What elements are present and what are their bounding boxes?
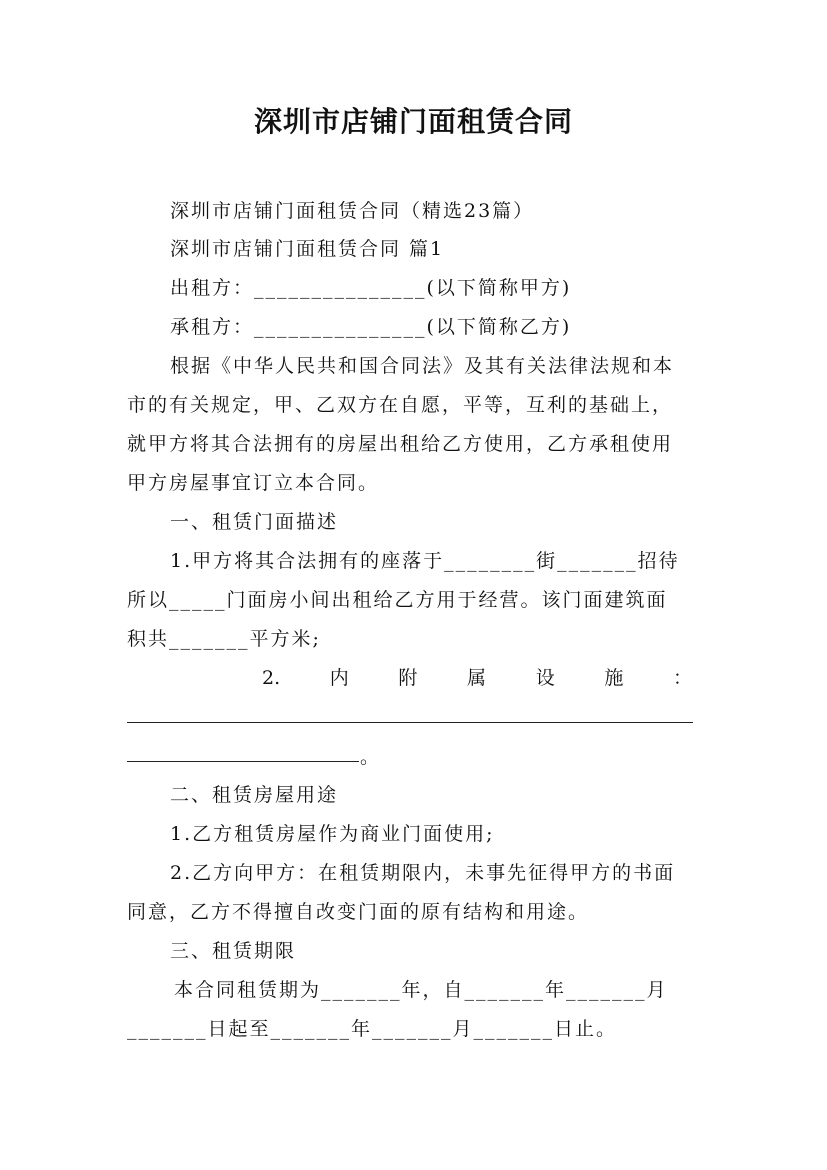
spread-char: 施 bbox=[604, 667, 624, 689]
lessee-line: 承租方：_______________(以下简称乙方) bbox=[170, 316, 572, 338]
blank-underline bbox=[127, 722, 693, 723]
chapter-line: 深圳市店铺门面租赁合同 篇1 bbox=[170, 238, 445, 260]
section-heading: 三、租赁期限 bbox=[170, 940, 297, 962]
section-heading: 二、租赁房屋用途 bbox=[170, 784, 339, 806]
spread-char: 附 bbox=[398, 667, 418, 689]
paragraph-line: 就甲方将其合法拥有的房屋出租给乙方使用，乙方承租使用 bbox=[127, 433, 674, 455]
lessor-line: 出租方：_______________(以下简称甲方) bbox=[170, 277, 572, 299]
paragraph-line: 市的有关规定，甲、乙双方在自愿，平等，互利的基础上， bbox=[127, 394, 674, 416]
paragraph-line: _______日起至_______年_______月_______日止。 bbox=[127, 1018, 618, 1040]
paragraph-line: 本合同租赁期为_______年，自_______年_______月 bbox=[174, 979, 668, 1001]
paragraph-line: 甲方房屋事宜订立本合同。 bbox=[127, 472, 380, 494]
paragraph-line: 所以_____门面房小间出租给乙方用于经营。该门面建筑面 bbox=[127, 589, 668, 611]
spread-char: 设 bbox=[535, 667, 555, 689]
spread-char: ： bbox=[672, 667, 692, 689]
paragraph-line: 积共_______平方米; bbox=[127, 628, 321, 650]
blank-underline bbox=[127, 761, 359, 762]
facilities-heading-line bbox=[262, 665, 692, 691]
spread-char: 属 bbox=[467, 667, 487, 689]
paragraph-line: 根据《中华人民共和国合同法》及其有关法律法规和本 bbox=[170, 355, 675, 377]
sentence-end: 。 bbox=[360, 746, 382, 768]
paragraph-line: 1.乙方租赁房屋作为商业门面使用; bbox=[170, 823, 495, 845]
paragraph-line: 1.甲方将其合法拥有的座落于________街_______招待 bbox=[170, 550, 680, 572]
paragraph-line: 2.乙方向甲方：在租赁期限内，未事先征得甲方的书面 bbox=[170, 862, 676, 884]
document-title: 深圳市店铺门面租赁合同 bbox=[253, 105, 573, 138]
section-heading: 一、租赁门面描述 bbox=[170, 511, 339, 533]
spread-char: 2. bbox=[262, 667, 281, 689]
subtitle-line: 深圳市店铺门面租赁合同（精选23篇） bbox=[170, 200, 535, 222]
paragraph-line: 同意，乙方不得擅自改变门面的原有结构和用途。 bbox=[127, 901, 590, 923]
spread-char: 内 bbox=[329, 667, 349, 689]
